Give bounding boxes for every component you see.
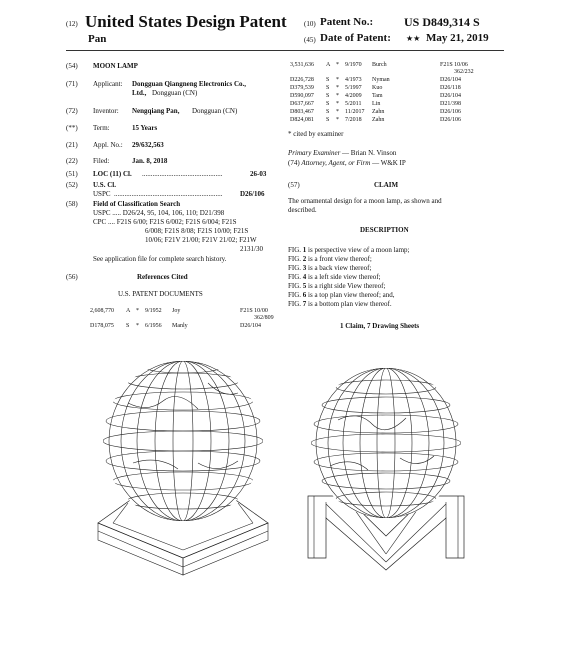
examiner-line [288,149,396,158]
reference-star: * [136,308,139,314]
reference-class: D21/398 [440,101,461,107]
date-marker: ★★ [406,34,421,43]
f54-code: (54) [66,62,78,70]
claim-code: (57) [288,181,300,189]
reference-kind: S [326,109,330,115]
figure-number: 2 [302,255,307,263]
patent-no-label: Patent No.: [320,16,374,28]
reference-date: 4/2009 [345,93,362,99]
filed-label: Filed: [93,157,110,165]
figure-description [288,264,371,273]
reference-number: D226,728 [290,77,314,83]
moon-lamp-perspective-drawing [88,343,278,578]
date-label: Date of Patent: [320,32,391,44]
appl-number: 29/632,563 [132,141,164,149]
patent-number: US D849,314 S [404,15,480,29]
figure-number: 5 [302,282,307,290]
reference-class: D26/106 [440,117,461,123]
term-label: Term: [93,124,110,132]
reference-kind: S [326,85,330,91]
figure-label: FIG. [288,264,302,272]
moon-lamp-front-drawing [300,358,475,573]
f58-code: (58) [66,200,78,208]
reference-class: D26/104 [240,323,261,329]
figure-text: is a front view thereof; [308,255,372,263]
reference-kind: S [326,101,330,107]
figure-label: FIG. [288,300,302,308]
reference-inventor: Joy [172,308,181,314]
figure-description [288,282,385,291]
reference-number: D824,081 [290,117,314,123]
reference-date: 9/1970 [345,62,362,68]
inventor-name: Nengqiang Pan, [132,107,180,115]
field-search-line: USPC ..... D26/24, 95, 104, 106, 110; D21/398 [93,209,225,217]
reference-date: 11/2017 [345,109,365,115]
claim-heading: CLAIM [374,181,399,189]
inventor-label: Inventor: [93,107,119,115]
reference-class: D26/106 [440,109,461,115]
figure-description [288,300,392,309]
examiner-label: Primary Examiner [288,149,341,157]
f52-code: (52) [66,181,78,189]
figure-label: FIG. [288,246,302,254]
inventor-short: Pan [88,33,107,45]
f51-code: (51) [66,170,78,178]
reference-class-continued: 362/809 [254,315,274,321]
reference-kind: A [126,308,131,314]
filed-date: Jan. 8, 2018 [132,157,168,165]
reference-class-continued: 362/232 [454,69,474,75]
figure-text: is a back view thereof; [308,264,372,272]
reference-date: 9/1952 [145,308,162,314]
field-search-line: CPC .... F21S 6/00; F21S 6/002; F21S 6/004; F21S [93,218,237,226]
reference-inventor: Burch [372,62,387,68]
reference-number: 2,608,770 [90,308,114,314]
field-search-label: Field of Classification Search [93,200,181,208]
us-patent-documents: U.S. PATENT DOCUMENTS [118,290,203,298]
f22-code: (22) [66,157,78,165]
cited-by-examiner: * cited by examiner [288,130,344,138]
figure-label: FIG. [288,291,302,299]
figure-description [288,246,410,255]
figure-number: 4 [302,273,307,281]
reference-kind: A [326,62,331,68]
attorney-name: — W&K IP [372,159,406,167]
claims-summary: 1 Claim, 7 Drawing Sheets [340,322,420,330]
attorney-label: Attorney, Agent, or Firm [301,159,371,167]
attorney-line [288,159,406,168]
reference-kind: S [326,117,330,123]
uspc-value: D26/106 [240,190,265,198]
term-value: 15 Years [132,124,158,132]
field-search-line: 10/06; F21V 21/00; F21V 21/02; F21W [145,236,257,244]
figure-description [288,255,372,264]
figure-text: is a right side View thereof; [308,282,386,290]
reference-inventor: Tam [372,93,383,99]
reference-star: * [336,117,339,123]
reference-number: D379,539 [290,85,314,91]
reference-inventor: Nyman [372,77,390,83]
figure-text: is a left side view thereof; [308,273,381,281]
references-heading: References Cited [137,273,188,281]
reference-inventor: Lin [372,101,381,107]
applicant-location: Dongguan (CN) [152,89,198,97]
applicant-name: Dongguan Qiangneng Electronics Co., [132,80,247,88]
applicant-name2: Ltd., [132,89,147,97]
reference-number: D637,667 [290,101,314,107]
applicant-label: Applicant: [93,80,123,88]
uspc-sub: USPC [93,190,111,198]
attorney-code: (74) [288,159,300,167]
reference-kind: S [326,93,330,99]
figure-text: is perspective view of a moon lamp; [308,246,410,254]
term-code: (**) [66,124,78,132]
appl-label: Appl. No.: [93,141,123,149]
reference-number: D803,467 [290,109,314,115]
document-title: United States Design Patent [85,12,287,31]
figure-text: is a top plan view thereof; and, [308,291,395,299]
reference-star: * [336,101,339,107]
reference-date: 5/1997 [345,85,362,91]
loc-label: LOC (11) Cl. [93,170,132,178]
inventor-location: Dongguan (CN) [192,107,238,115]
date-code: (45) [304,36,316,44]
examiner-name: — Brian N. Vinson [342,149,397,157]
reference-class: F21S 10/00 [240,308,268,314]
figure-label: FIG. [288,255,302,263]
reference-number: 3,531,636 [290,62,314,68]
figure-description [288,273,381,282]
title-moon-lamp: MOON LAMP [93,62,138,70]
field-search-line: 6/008; F21S 8/08; F21S 10/00; F21S [145,227,249,235]
figure-text: is a bottom plan view thereof. [308,300,392,308]
f21-code: (21) [66,141,78,149]
reference-kind: S [126,323,130,329]
field-search-line: 2131/30 [240,245,263,253]
reference-star: * [336,109,339,115]
figure-number: 7 [302,300,307,308]
reference-date: 6/1956 [145,323,162,329]
claim-text: The ornamental design for a moon lamp, as shown and [288,197,442,205]
reference-kind: S [326,77,330,83]
description-heading: DESCRIPTION [360,226,409,234]
search-history-note: See application file for complete search history. [93,255,227,263]
figure-label: FIG. [288,273,302,281]
reference-inventor: Zahn [372,109,385,115]
loc-dots: .............................................. [142,170,223,178]
reference-number: D178,075 [90,323,114,329]
reference-star: * [136,323,139,329]
reference-date: 7/2018 [345,117,362,123]
reference-inventor: Manly [172,323,188,329]
f56-code: (56) [66,273,78,281]
figure-description [288,291,395,300]
reference-inventor: Kuo [372,85,383,91]
reference-date: 4/1973 [345,77,362,83]
kind-code: (12) [66,20,78,28]
reference-number: D590,097 [290,93,314,99]
reference-date: 5/2011 [345,101,362,107]
figure-number: 1 [302,246,307,254]
reference-star: * [336,77,339,83]
uspc-dots: .............................................................. [114,190,223,198]
reference-star: * [336,85,339,91]
loc-value: 26-03 [250,170,267,178]
f72-code: (72) [66,107,78,115]
reference-class: D26/104 [440,93,461,99]
figure-label: FIG. [288,282,302,290]
claim-text: described. [288,206,317,214]
reference-class: F21S 10/06 [440,62,468,68]
reference-star: * [336,93,339,99]
uscl-label: U.S. Cl. [93,181,116,189]
reference-star: * [336,62,339,68]
header-rule [66,50,504,51]
patent-no-code: (10) [304,20,316,28]
reference-class: D26/118 [440,85,461,91]
reference-inventor: Zahn [372,117,385,123]
f71-code: (71) [66,80,78,88]
figure-number: 6 [302,291,307,299]
figure-number: 3 [302,264,307,272]
patent-date: May 21, 2019 [426,32,489,44]
reference-class: D26/104 [440,77,461,83]
